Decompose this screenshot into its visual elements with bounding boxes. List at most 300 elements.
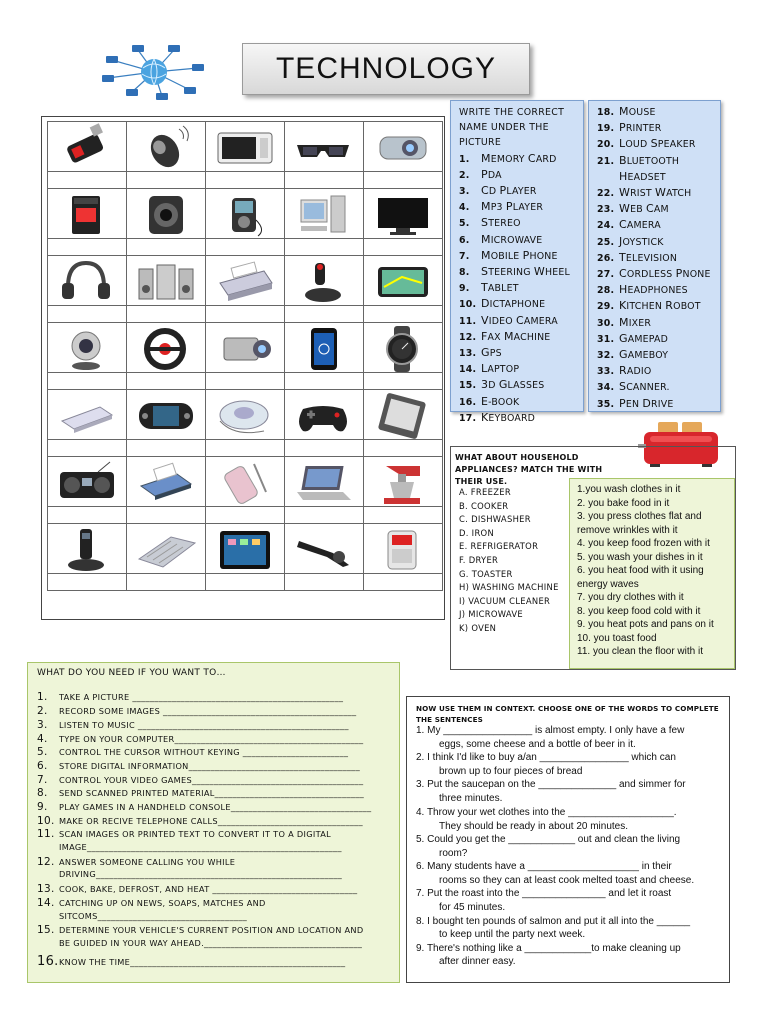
word-list-item	[597, 201, 720, 217]
word-list-item	[597, 104, 720, 120]
picture-cell	[127, 189, 206, 239]
question-text: DETERMINE YOUR VEHICLE'S CURRENT POSITION AND LOCATION AND	[59, 925, 364, 935]
picture-cell	[127, 122, 206, 172]
appliance-item: A. FREEZER	[459, 487, 511, 497]
picture-row	[48, 390, 443, 440]
word-list-item	[459, 248, 583, 264]
use-item: 4. you keep food frozen with it	[577, 538, 710, 549]
word-list-left	[450, 100, 584, 424]
e-book-icon	[372, 391, 434, 439]
word-list-right	[588, 100, 721, 412]
word-list-item	[459, 280, 583, 296]
word-list-item	[597, 298, 720, 314]
dictaphone-icon	[214, 458, 276, 506]
stereo-icon	[135, 257, 197, 305]
word-number: 2.	[459, 169, 470, 181]
need-question	[37, 883, 357, 895]
word-text: 3D GLASSES	[481, 378, 545, 392]
gameboy-icon	[135, 391, 197, 439]
word-number: 7.	[459, 250, 470, 262]
need-question	[37, 815, 363, 827]
headset-icon	[56, 257, 118, 305]
use-item: 6. you heat food with it using	[577, 565, 704, 576]
word-text: PEN DRIVE	[619, 396, 674, 410]
answer-row	[48, 574, 443, 591]
word-list-item	[459, 151, 583, 167]
mixer-icon	[372, 525, 434, 573]
picture-cell	[127, 524, 206, 574]
steering-wheel-icon	[135, 324, 197, 372]
picture-cell	[48, 457, 127, 507]
picture-cell	[127, 323, 206, 373]
need-question	[37, 733, 363, 745]
word-number: 19.	[597, 123, 615, 135]
picture-cell	[364, 524, 443, 574]
word-text: HEADPHONES	[619, 283, 688, 297]
word-text: BLUETOOTH	[619, 153, 680, 167]
question-number: 15.	[37, 924, 55, 936]
answer-cell[interactable]	[285, 306, 364, 323]
question-number: 8.	[37, 787, 48, 799]
appliance-item: G. TOASTER	[459, 568, 513, 579]
answer-row	[48, 507, 443, 524]
word-number: 15.	[459, 380, 477, 392]
household-title: WHAT ABOUT HOUSEHOLD APPLIANCES? MATCH THE WITH THEIR USE.	[455, 453, 603, 486]
picture-row	[48, 457, 443, 507]
word-list-item	[459, 361, 583, 377]
question-number: 13.	[37, 883, 55, 895]
question-number: 2.	[37, 705, 48, 717]
picture-row	[48, 122, 443, 172]
keyboard-icon	[135, 525, 197, 573]
picture-cell	[206, 524, 285, 574]
word-text: MICROWAVE	[481, 232, 543, 246]
radio-icon	[56, 458, 118, 506]
word-number: 4.	[459, 202, 470, 214]
word-text: STEREO	[481, 216, 521, 230]
word-number: 29.	[597, 301, 615, 313]
word-list-item	[597, 185, 720, 201]
word-text: GAMEPAD	[619, 331, 669, 345]
picture-cell	[285, 189, 364, 239]
usb-drive-icon	[56, 123, 118, 171]
need-question	[37, 856, 235, 868]
use-item: remove wrinkles with it	[577, 524, 678, 536]
word-text: WEB CAM	[619, 202, 669, 216]
answer-cell[interactable]	[48, 440, 127, 457]
use-item: 3. you press clothes flat and	[577, 511, 702, 522]
use-item: 10. you toast food	[577, 632, 657, 644]
need-question	[37, 938, 362, 948]
context-sentence: 1. My ________________ is almost empty. I only have a few	[416, 725, 685, 736]
word-number: 11.	[459, 315, 477, 327]
word-number: 21.	[597, 155, 615, 167]
picture-cell	[48, 323, 127, 373]
desktop-computer-icon	[293, 190, 355, 238]
word-number: 16.	[459, 396, 477, 408]
answer-cell[interactable]	[364, 507, 443, 524]
question-number: 12.	[37, 856, 55, 868]
need-question	[37, 705, 356, 717]
answer-cell[interactable]	[285, 507, 364, 524]
speaker-icon	[135, 190, 197, 238]
question-text: STORE DIGITAL INFORMATION_______________________________________	[59, 761, 360, 771]
word-text: TELEVISION	[619, 250, 678, 264]
picture-cell	[285, 457, 364, 507]
picture-cell	[127, 457, 206, 507]
word-list-item	[459, 377, 583, 393]
picture-cell	[206, 390, 285, 440]
use-item: 8. you keep food cold with it	[577, 605, 701, 617]
word-number: 9.	[459, 283, 470, 295]
word-list-item	[459, 232, 583, 248]
need-question	[37, 911, 247, 921]
question-text: SEND SCANNED PRINTED MATERIAL__________________________________	[59, 788, 365, 798]
mp3-player-icon	[214, 190, 276, 238]
wireless-mouse-icon	[135, 123, 197, 171]
question-text: CATCHING UP ON NEWS, SOAPS, MATCHES AND	[59, 898, 266, 908]
word-list-item	[459, 199, 583, 215]
appliance-item: J) MICROWAVE	[459, 609, 523, 620]
answer-cell[interactable]	[285, 574, 364, 591]
picture-cell	[48, 189, 127, 239]
word-list-item	[597, 217, 720, 233]
question-text: KNOW THE TIME_________________________________________________	[59, 957, 346, 967]
need-question	[37, 691, 343, 703]
question-number: 14.	[37, 897, 55, 909]
answer-cell[interactable]	[285, 239, 364, 256]
word-list-item	[597, 169, 720, 185]
word-text: DICTAPHONE	[481, 297, 546, 311]
question-text: SCAN IMAGES OR PRINTED TEXT TO CONVERT IT TO A DIGITAL	[59, 829, 332, 839]
word-number: 20.	[597, 139, 615, 151]
context-sentence: 2. I think I'd like to buy a/an ________________ which can	[416, 752, 676, 763]
word-list-item	[597, 363, 720, 379]
word-text: KITCHEN ROBOT	[619, 299, 701, 313]
use-item: 5. you wash your dishes in it	[577, 551, 703, 563]
word-text: MOBILE PHONE	[481, 248, 558, 262]
need-question	[37, 719, 349, 731]
context-sentence: rooms so they can at least cook melted toast and cheese.	[439, 875, 695, 886]
appliance-item: B. COOKER	[459, 500, 509, 511]
use-item: 2. you bake food in it	[577, 497, 670, 509]
need-question	[37, 828, 331, 840]
answer-cell[interactable]	[206, 373, 285, 390]
word-list-item	[597, 282, 720, 298]
picture-cell	[206, 256, 285, 306]
word-text: LAPTOP	[481, 362, 520, 376]
answer-cell[interactable]	[364, 239, 443, 256]
need-question	[37, 774, 363, 786]
word-text: LOUD SPEAKER	[619, 137, 696, 151]
word-list-item	[459, 215, 583, 231]
answer-cell[interactable]	[127, 507, 206, 524]
mobile-phone-icon	[293, 324, 355, 372]
word-number: 18.	[597, 107, 615, 118]
word-number: 12.	[459, 331, 477, 343]
word-list-item	[459, 167, 583, 183]
context-sentence: room?	[439, 848, 468, 859]
picture-cell	[48, 122, 127, 172]
word-list-item	[597, 136, 720, 152]
need-question	[37, 746, 348, 758]
word-text: CAMERA	[619, 218, 661, 232]
answer-cell[interactable]	[206, 172, 285, 189]
appliance-item: D. IRON	[459, 527, 495, 538]
cordless-phone-icon	[56, 525, 118, 573]
picture-cell	[206, 122, 285, 172]
word-text: MP3 PLAYER	[481, 200, 544, 214]
word-text: GPS	[481, 346, 502, 360]
word-list-item	[459, 410, 583, 426]
picture-cell	[127, 256, 206, 306]
picture-cell	[364, 122, 443, 172]
need-question	[37, 869, 342, 879]
picture-cell	[48, 256, 127, 306]
answer-cell[interactable]	[206, 306, 285, 323]
tablet-icon	[214, 525, 276, 573]
question-text: CONTROL YOUR VIDEO GAMES_______________________________________	[59, 775, 364, 785]
context-sentence: 8. I bought ten pounds of salmon and put it all into the ______	[416, 916, 691, 927]
need-question	[37, 760, 360, 772]
word-number: 1.	[459, 153, 470, 165]
word-text: MOUSE	[619, 105, 656, 118]
laptop-icon	[293, 458, 355, 506]
page-title: TECHNOLOGY	[275, 52, 497, 85]
answer-cell[interactable]	[364, 440, 443, 457]
word-number: 28.	[597, 285, 615, 297]
network-globe-icon	[98, 42, 210, 102]
answer-row	[48, 440, 443, 457]
appliance-item: C. DISHWASHER	[459, 514, 531, 525]
bluetooth-headset-icon	[293, 525, 355, 573]
answer-row	[48, 306, 443, 323]
answer-cell[interactable]	[48, 507, 127, 524]
word-list-item	[597, 379, 720, 395]
question-number: 3.	[37, 719, 48, 731]
word-number: 26.	[597, 252, 615, 264]
context-sentence: 5. Could you get the ____________ out and clean the living	[416, 834, 681, 845]
answer-cell[interactable]	[48, 306, 127, 323]
context-title: NOW USE THEM IN CONTEXT. CHOOSE ONE OF THE WORDS TO COMPLETE THE SENTENCES	[416, 704, 719, 724]
joystick-icon	[293, 257, 355, 305]
need-question	[37, 842, 342, 852]
question-text: LISTEN TO MUSIC ________________________________________________	[59, 720, 349, 730]
word-list-item	[597, 347, 720, 363]
question-text: RECORD SOME IMAGES ____________________________________________	[59, 706, 357, 716]
wrist-watch-icon	[372, 324, 434, 372]
word-text: SCANNER.	[619, 380, 670, 394]
answer-cell[interactable]	[48, 239, 127, 256]
word-list-item	[597, 266, 720, 282]
picture-cell	[206, 457, 285, 507]
word-text: RADIO	[619, 364, 652, 378]
word-number: 3.	[459, 186, 470, 198]
answer-cell[interactable]	[48, 172, 127, 189]
word-number: 13.	[459, 348, 477, 360]
word-text: VIDEO CAMERA	[481, 313, 558, 327]
need-title: WHAT DO YOU NEED IF YOU WANT TO…	[37, 668, 226, 678]
word-text: E-BOOK	[481, 394, 520, 408]
word-text: STEERING WHEEL	[481, 265, 570, 279]
picture-cell	[364, 390, 443, 440]
context-sentence: to keep until the party next week.	[439, 929, 586, 940]
word-number: 32.	[597, 350, 615, 362]
word-text: MIXER	[619, 315, 652, 329]
context-sentence: brown up to four pieces of bread	[439, 766, 583, 777]
answer-cell[interactable]	[206, 440, 285, 457]
answer-cell[interactable]	[364, 306, 443, 323]
picture-cell	[285, 390, 364, 440]
printer-icon	[214, 257, 276, 305]
answer-cell[interactable]	[48, 574, 127, 591]
word-list-instruction: WRITE THE CORRECT NAME UNDER THE PICTURE	[459, 107, 565, 149]
question-text: PLAY GAMES IN A HANDHELD CONSOLE________________________________	[59, 802, 372, 812]
picture-row	[48, 189, 443, 239]
picture-cell	[364, 189, 443, 239]
answer-cell[interactable]	[127, 373, 206, 390]
answer-cell[interactable]	[127, 172, 206, 189]
word-number: 24.	[597, 220, 615, 232]
answer-cell[interactable]	[127, 306, 206, 323]
word-number: 5.	[459, 218, 470, 230]
word-text: FAX MACHINE	[481, 329, 551, 343]
picture-cell	[285, 323, 364, 373]
picture-cell	[206, 323, 285, 373]
use-item: 1.you wash clothes in it	[577, 484, 681, 495]
question-number: 11.	[37, 828, 55, 840]
word-list-item	[459, 329, 583, 345]
context-sentence: for 45 minutes.	[439, 902, 506, 913]
title-box	[242, 43, 530, 95]
answer-cell[interactable]	[206, 239, 285, 256]
word-list-item	[597, 153, 720, 169]
answer-cell[interactable]	[127, 239, 206, 256]
word-list-item	[459, 313, 583, 329]
word-number: 27.	[597, 269, 615, 281]
word-text: CORDLESS PNONE	[619, 267, 711, 281]
picture-cell	[285, 256, 364, 306]
appliance-item: K) OVEN	[459, 622, 497, 633]
word-number: 34.	[597, 382, 615, 394]
picture-cell	[48, 524, 127, 574]
picture-cell	[48, 390, 127, 440]
picture-cell	[206, 189, 285, 239]
answer-cell[interactable]	[285, 373, 364, 390]
uses-list	[569, 478, 735, 669]
answer-cell[interactable]	[48, 373, 127, 390]
answer-cell[interactable]	[127, 440, 206, 457]
answer-cell[interactable]	[127, 574, 206, 591]
question-text: ANSWER SOMEONE CALLING YOU WHILE	[59, 857, 236, 867]
appliance-item: F. DRYER	[459, 554, 499, 565]
question-number: 7.	[37, 774, 48, 786]
word-number: 10.	[459, 299, 477, 311]
word-number: 14.	[459, 364, 477, 376]
word-list-item	[459, 345, 583, 361]
word-text: TABLET	[481, 281, 519, 295]
use-item: energy waves	[577, 578, 639, 590]
word-number: 33.	[597, 366, 615, 378]
use-item: 11. you clean the floor with it	[577, 646, 703, 657]
context-sentence: 4. Throw your wet clothes into the ___________________.	[416, 807, 677, 818]
answer-cell[interactable]	[285, 440, 364, 457]
question-text: TAKE A PICTURE ________________________________________________	[59, 692, 344, 702]
question-text: SITCOMS__________________________________	[59, 911, 248, 921]
answer-cell[interactable]	[206, 507, 285, 524]
word-list-item	[597, 396, 720, 412]
question-number: 4.	[37, 733, 48, 745]
question-text: BE GUIDED IN YOUR WAY AHEAD.____________________________________	[59, 938, 363, 948]
answer-row	[48, 172, 443, 189]
context-sentence: after dinner easy.	[439, 956, 516, 967]
word-list-item	[459, 264, 583, 280]
picture-row	[48, 256, 443, 306]
appliance-item: I) VACUUM CLEANER	[459, 595, 551, 606]
word-text: CD PLAYER	[481, 184, 537, 198]
answer-row	[48, 239, 443, 256]
picture-row	[48, 323, 443, 373]
gps-icon	[372, 257, 434, 305]
answer-cell[interactable]	[364, 373, 443, 390]
answer-cell[interactable]	[364, 172, 443, 189]
word-text: KEYBOARD	[481, 410, 536, 424]
3d-glasses-icon	[293, 123, 355, 171]
picture-grid	[47, 121, 443, 591]
microwave-icon	[214, 123, 276, 171]
word-list-item	[597, 331, 720, 347]
memory-card-icon	[56, 190, 118, 238]
context-sentence: 3. Put the saucepan on the ______________ and simmer for	[416, 779, 686, 790]
question-text: COOK, BAKE, DEFROST, AND HEAT _________________________________	[59, 884, 358, 894]
word-text: HEADSET	[619, 169, 666, 183]
picture-row	[48, 524, 443, 574]
word-list-item	[597, 234, 720, 250]
answer-cell[interactable]	[285, 172, 364, 189]
word-number: 30.	[597, 317, 615, 329]
question-number: 1.	[37, 691, 48, 703]
picture-cell	[364, 256, 443, 306]
cd-player-icon	[214, 391, 276, 439]
need-question	[37, 801, 371, 813]
context-sentence: 6. Many students have a ____________________ in their	[416, 861, 672, 872]
word-number: 17.	[459, 412, 477, 424]
word-text: JOYSTICK	[619, 234, 664, 248]
word-text: PDA	[481, 167, 502, 181]
word-number: 8.	[459, 267, 470, 279]
answer-cell[interactable]	[364, 574, 443, 591]
kitchen-robot-icon	[372, 458, 434, 506]
gamepad-icon	[293, 391, 355, 439]
word-number: 31.	[597, 333, 615, 345]
context-sentence: They should be ready in about 20 minutes.	[439, 821, 629, 832]
need-question	[37, 787, 364, 799]
video-camera-icon	[214, 324, 276, 372]
webcam-ball-icon	[56, 324, 118, 372]
question-text: TYPE ON YOUR COMPUTER___________________________________________	[59, 734, 364, 744]
question-text: MAKE OR RECIVE TELEPHONE CALLS_________________________________	[59, 816, 363, 826]
answer-cell[interactable]	[206, 574, 285, 591]
answer-row	[48, 373, 443, 390]
word-list-item	[597, 120, 720, 136]
word-list-item	[459, 183, 583, 199]
word-list-item	[459, 394, 583, 410]
question-text: CONTROL THE CURSOR WITHOUT KEYING ________________________	[59, 747, 349, 757]
word-list-item	[597, 315, 720, 331]
appliance-list	[459, 486, 559, 636]
need-question	[37, 954, 345, 969]
question-number: 10.	[37, 815, 55, 827]
